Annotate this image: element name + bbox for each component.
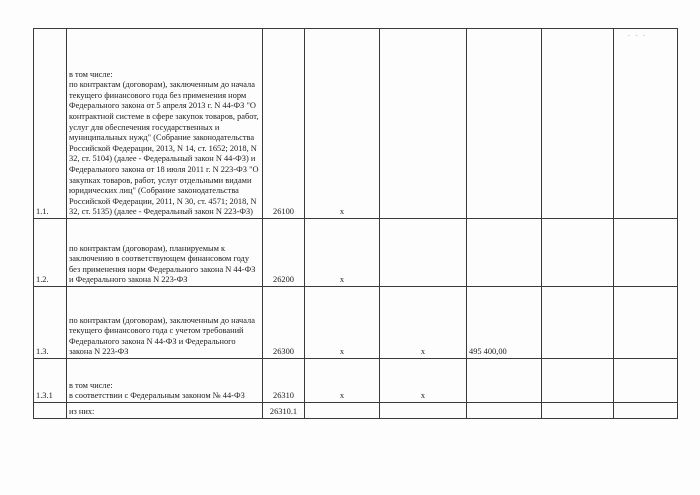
row-code: 26300	[263, 287, 305, 359]
row-number: 1.3.	[34, 287, 67, 359]
cell-col4	[542, 29, 614, 219]
table-row	[34, 287, 678, 359]
form-table	[33, 28, 678, 419]
row-number	[34, 403, 67, 419]
cell-col3	[467, 359, 542, 403]
cell-col2: x	[380, 287, 467, 359]
row-description	[67, 219, 263, 287]
row-number: 1.2.	[34, 219, 67, 287]
cell-col3: 495 400,00	[467, 287, 542, 359]
cell-col3	[467, 403, 542, 419]
row-text: по контрактам (договорам), планируемым к заключению в соответствующем финансовом году без применения норм Федерального закона N 44-ФЗ и Федерального закона N 223-ФЗ	[69, 243, 256, 285]
cell-col5	[614, 219, 678, 287]
row-description	[67, 287, 263, 359]
cell-col1: x	[305, 29, 380, 219]
row-number: 1.3.1	[34, 359, 67, 403]
cell-col4	[542, 359, 614, 403]
cell-col5	[614, 29, 678, 219]
row-text: из них:	[69, 407, 95, 417]
row-text: в том числе: по контрактам (договорам), заключенным до начала текущего финансового года без применения норм Федерального закона от 5 апреля 2013 г. N 44-ФЗ "О контрактной системе в сфере закупок товаров, работ, услуг для обеспечения государственных и муниципальных нужд" (Собрание законодательства Российской Федерации, 2013, N 14, ст. 1652; 2018, N 32, ст. 5104) (далее - Федеральный закон N 44-ФЗ) и Федерального закона от 18 июля 2011 г. N 223-ФЗ "О закупках товаров, работ, услуг отдельными видами юридических лиц" (Собрание законодательства Российской Федерации, 2011, N 30, ст. 4571; 2018, N 32, ст. 5135) (далее - Федеральный закон N 223-ФЗ)	[69, 69, 259, 217]
table-row	[34, 29, 678, 219]
cell-col4	[542, 219, 614, 287]
row-code: 26310.1	[263, 403, 305, 419]
cell-col4	[542, 403, 614, 419]
cell-col5	[614, 359, 678, 403]
cell-col3	[467, 219, 542, 287]
cell-col4	[542, 287, 614, 359]
row-text: в том числе: в соответствии с Федеральным законом № 44-ФЗ	[69, 380, 245, 401]
row-code: 26310	[263, 359, 305, 403]
cell-col5	[614, 287, 678, 359]
row-code: 26200	[263, 219, 305, 287]
cell-col2	[380, 403, 467, 419]
cell-col3	[467, 29, 542, 219]
cell-col1: x	[305, 359, 380, 403]
cell-col2: x	[380, 359, 467, 403]
cell-col1: x	[305, 287, 380, 359]
row-text: по контрактам (договорам), заключенным до начала текущего финансового года с учетом требований Федерального закона N 44-ФЗ и Федерального закона N 223-ФЗ	[69, 315, 255, 357]
cell-col1: x	[305, 219, 380, 287]
cell-col5	[614, 403, 678, 419]
cell-col2	[380, 29, 467, 219]
table-row	[34, 403, 678, 419]
cell-col2	[380, 219, 467, 287]
row-description	[67, 359, 263, 403]
row-description	[67, 403, 263, 419]
page-mark: - - -	[628, 33, 647, 39]
row-description	[67, 29, 263, 219]
table-row	[34, 359, 678, 403]
cell-col1	[305, 403, 380, 419]
table-row	[34, 219, 678, 287]
row-number: 1.1.	[34, 29, 67, 219]
row-code: 26100	[263, 29, 305, 219]
